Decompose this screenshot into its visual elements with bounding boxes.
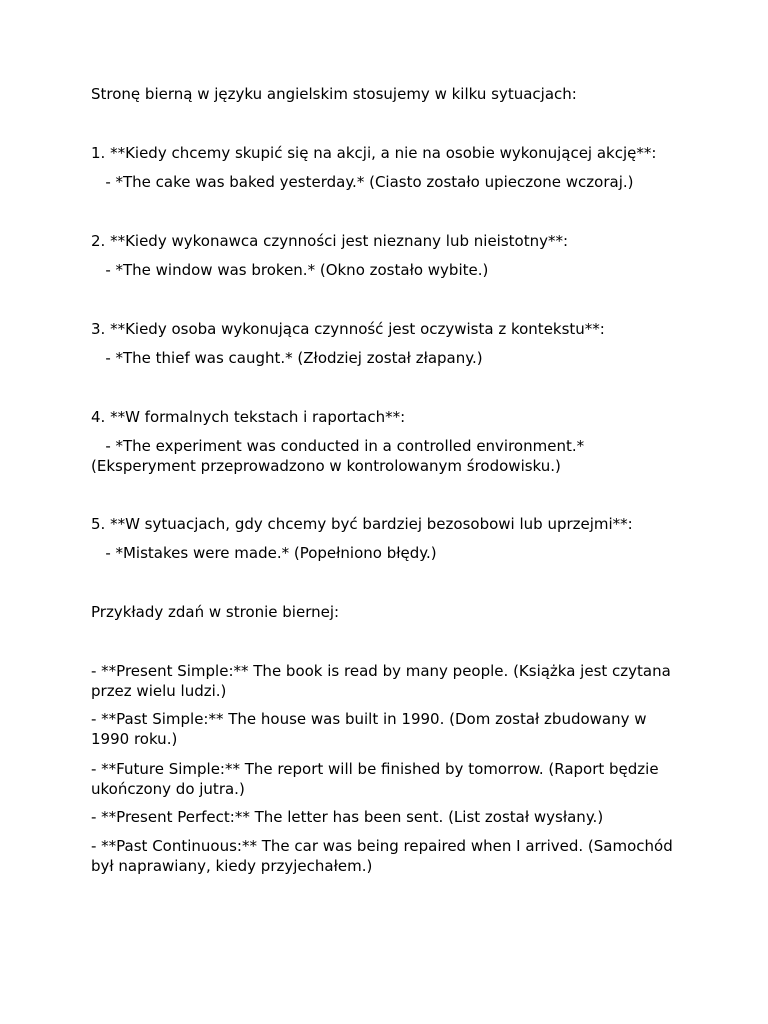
situation-5-example: - *Mistakes were made.* (Popełniono błędy.) bbox=[91, 544, 437, 562]
situation-2-example: - *The window was broken.* (Okno zostało wybite.) bbox=[91, 261, 489, 279]
situation-1-heading: 1. **Kiedy chcemy skupić się na akcji, a nie na osobie wykonującej akcję**: bbox=[91, 144, 657, 162]
example-future-simple: - **Future Simple:** The report will be finished by tomorrow. (Raport będzie ukończony do jutra.) bbox=[91, 760, 664, 798]
intro-paragraph: Stronę bierną w języku angielskim stosujemy w kilku sytuacjach: bbox=[91, 85, 577, 103]
examples-heading: Przykłady zdań w stronie biernej: bbox=[91, 603, 340, 621]
example-present-perfect: - **Present Perfect:** The letter has been sent. (List został wysłany.) bbox=[91, 808, 604, 826]
example-past-continuous: - **Past Continuous:** The car was being repaired when I arrived. (Samochód był naprawiany, kiedy przyjechałem.) bbox=[91, 837, 678, 875]
situation-4-heading: 4. **W formalnych tekstach i raportach**: bbox=[91, 408, 406, 426]
example-past-simple: - **Past Simple:** The house was built in 1990. (Dom został zbudowany w 1990 roku.) bbox=[91, 710, 652, 748]
situation-4-example: - *The experiment was conducted in a controlled environment.* (Eksperyment przeprowadzono w kontrolowanym środowisku.) bbox=[91, 437, 589, 475]
situation-1-example: - *The cake was baked yesterday.* (Ciasto zostało upieczone wczoraj.) bbox=[91, 173, 634, 191]
situation-3-example: - *The thief was caught.* (Złodziej został złapany.) bbox=[91, 349, 483, 367]
situation-2-heading: 2. **Kiedy wykonawca czynności jest nieznany lub nieistotny**: bbox=[91, 232, 569, 250]
situation-3-heading: 3. **Kiedy osoba wykonująca czynność jest oczywista z kontekstu**: bbox=[91, 320, 605, 338]
example-present-simple: - **Present Simple:** The book is read by many people. (Książka jest czytana przez wielu ludzi.) bbox=[91, 662, 676, 700]
situation-5-heading: 5. **W sytuacjach, gdy chcemy być bardziej bezosobowi lub uprzejmi**: bbox=[91, 515, 633, 533]
